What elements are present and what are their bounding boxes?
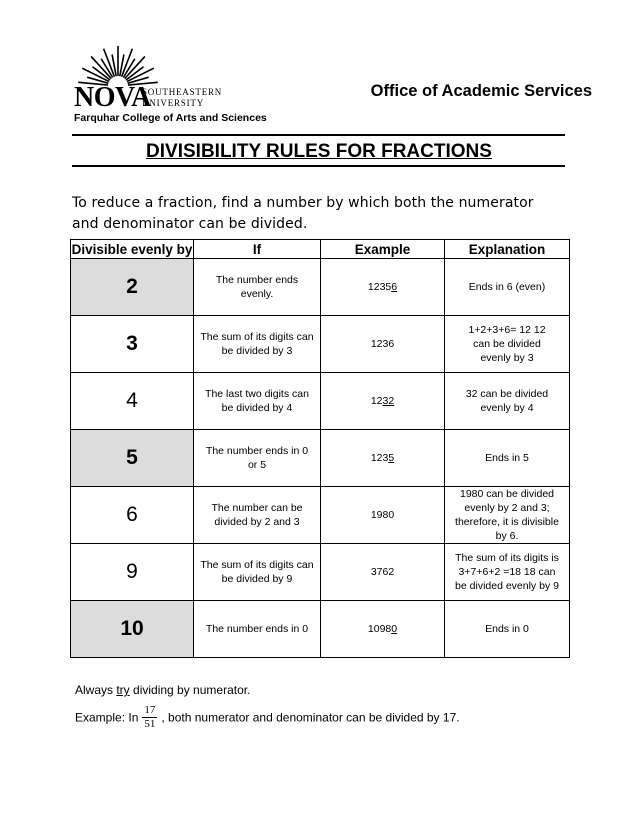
page-title: DIVISIBILITY RULES FOR FRACTIONS xyxy=(146,141,492,162)
divisor-cell: 6 xyxy=(71,487,194,544)
sunburst-logo-icon xyxy=(76,44,160,86)
explanation-cell xyxy=(445,259,570,316)
explanation-text: 32 can be divided evenly by 4 xyxy=(465,388,549,414)
divider-bottom xyxy=(72,165,565,167)
header-divisible: Divisible evenly by xyxy=(71,241,193,257)
footer-note-underlined: try xyxy=(116,683,130,697)
divider-top xyxy=(72,134,565,136)
condition-text: The number can be divided by 2 and 3 xyxy=(211,502,303,528)
intro-paragraph: To reduce a fraction, find a number by which both the numerator and denominator can be divided. xyxy=(72,195,534,232)
condition-cell xyxy=(194,373,321,430)
divisor-cell: 3 xyxy=(71,316,194,373)
logo-wordmark: NOVA xyxy=(74,82,151,113)
example-cell xyxy=(321,373,445,430)
table-row xyxy=(71,430,570,487)
example-text: 1980 xyxy=(370,509,395,521)
condition-text: The last two digits can be divided by 4 xyxy=(205,388,309,414)
explanation-text: Ends in 6 (even) xyxy=(468,281,546,293)
explanation-text: Ends in 0 xyxy=(485,623,529,635)
explanation-text: 1980 can be divided evenly by 2 and 3; therefore, it is divisible by 6. xyxy=(455,488,559,542)
table-row xyxy=(71,316,570,373)
university-logo xyxy=(70,44,267,124)
header-if: If xyxy=(194,240,321,259)
example-underlined: 32 xyxy=(382,395,395,407)
explanation-cell xyxy=(445,544,570,601)
example-text: 1236 xyxy=(370,338,395,350)
footer-example-pre: Example: In xyxy=(75,710,139,725)
condition-text: The number ends evenly. xyxy=(215,274,299,300)
explanation-cell xyxy=(445,316,570,373)
table-row xyxy=(71,259,570,316)
explanation-text: Ends in 5 xyxy=(485,452,529,464)
example-text: 1235 xyxy=(367,281,392,293)
condition-text: The number ends in 0 or 5 xyxy=(205,445,309,471)
header-example: Example xyxy=(321,240,445,259)
divisor-cell: 4 xyxy=(71,373,194,430)
logo-line-2: UNIVERSITY xyxy=(142,98,204,108)
example-cell xyxy=(321,316,445,373)
example-text: 3762 xyxy=(370,566,395,578)
example-text: 123 xyxy=(370,452,389,464)
footer-note xyxy=(75,683,250,697)
condition-cell xyxy=(194,601,321,658)
divisor-cell: 2 xyxy=(71,259,194,316)
explanation-cell xyxy=(445,430,570,487)
explanation-text: 1+2+3+6= 12 12 can be divided evenly by 3 xyxy=(468,324,546,364)
example-cell xyxy=(321,601,445,658)
divisor-cell: 9 xyxy=(71,544,194,601)
footer-example-post: , both numerator and denominator can be divided by 17. xyxy=(161,710,460,725)
fraction-numerator: 17 xyxy=(144,704,156,716)
divisor-cell: 10 xyxy=(71,601,194,658)
college-name: Farquhar College of Arts and Sciences xyxy=(74,112,267,124)
explanation-cell xyxy=(445,487,570,544)
example-cell xyxy=(321,544,445,601)
table-row xyxy=(71,487,570,544)
fraction-denominator: 51 xyxy=(144,718,156,730)
office-heading: Office of Academic Services xyxy=(370,82,592,100)
table-header-row xyxy=(71,240,570,259)
divisibility-table xyxy=(70,239,570,658)
condition-cell xyxy=(194,487,321,544)
example-cell xyxy=(321,487,445,544)
divisor-cell: 5 xyxy=(71,430,194,487)
example-underlined: 6 xyxy=(391,281,398,293)
explanation-cell xyxy=(445,373,570,430)
table-row xyxy=(71,544,570,601)
header-explanation: Explanation xyxy=(445,240,570,259)
example-underlined: 0 xyxy=(391,623,398,635)
example-text: 1098 xyxy=(367,623,392,635)
explanation-cell xyxy=(445,601,570,658)
example-cell xyxy=(321,430,445,487)
example-fraction xyxy=(142,704,157,731)
logo-subtitle xyxy=(142,87,222,109)
condition-text: The number ends in 0 xyxy=(205,623,309,635)
condition-cell xyxy=(194,430,321,487)
explanation-text: The sum of its digits is 3+7+6+2 =18 18 can be divided evenly by 9 xyxy=(455,552,559,592)
table-row xyxy=(71,601,570,658)
condition-text: The sum of its digits can be divided by 3 xyxy=(200,331,314,357)
condition-cell xyxy=(194,316,321,373)
footer-note-post: dividing by numerator. xyxy=(129,683,251,697)
footer-note-pre: Always xyxy=(75,683,117,697)
condition-cell xyxy=(194,259,321,316)
condition-text: The sum of its digits can be divided by 9 xyxy=(200,559,314,585)
table-row xyxy=(71,373,570,430)
logo-line-1: SOUTHEASTERN xyxy=(142,87,223,97)
example-text: 12 xyxy=(370,395,383,407)
condition-cell xyxy=(194,544,321,601)
footer-example xyxy=(75,704,460,734)
example-cell xyxy=(321,259,445,316)
example-underlined: 5 xyxy=(388,452,395,464)
